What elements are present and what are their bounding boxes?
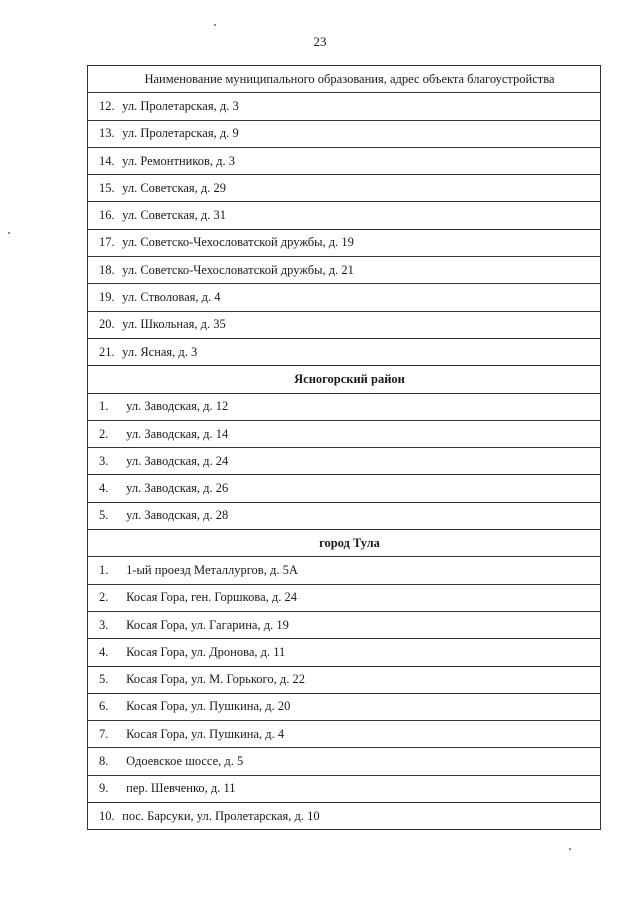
table-row <box>88 448 601 475</box>
address-cell <box>88 639 601 666</box>
row-address: ул. Пролетарская, д. 3 <box>122 98 239 113</box>
row-number: 8. <box>99 754 109 769</box>
address-cell <box>88 666 601 693</box>
table-body <box>88 66 601 830</box>
section-row <box>88 530 601 557</box>
address-cell <box>88 311 601 338</box>
table-header: Наименование муниципального образования, адрес объекта благоустройства <box>88 66 601 93</box>
row-number: 5. <box>99 672 109 687</box>
row-number: 6. <box>99 699 109 714</box>
row-number: 5. <box>99 508 109 523</box>
address-cell <box>88 229 601 256</box>
section-title: Ясногорский район <box>88 366 601 393</box>
table-row <box>88 775 601 802</box>
page-number: 23 <box>313 34 327 49</box>
row-number: 1. <box>99 562 109 577</box>
row-number: 3. <box>99 617 109 632</box>
row-address: ул. Заводская, д. 28 <box>126 508 229 523</box>
scan-speck <box>8 232 10 234</box>
row-address: ул. Заводская, д. 26 <box>126 481 229 496</box>
table-row <box>88 284 601 311</box>
address-cell <box>88 338 601 365</box>
row-number: 21. <box>99 344 115 359</box>
row-address: ул. Пролетарская, д. 9 <box>122 126 239 141</box>
table-row <box>88 639 601 666</box>
address-cell <box>88 393 601 420</box>
address-cell <box>88 611 601 638</box>
row-address: ул. Школьная, д. 35 <box>122 317 226 332</box>
section-row <box>88 366 601 393</box>
row-address: Косая Гора, ул. Дронова, д. 11 <box>126 644 286 659</box>
address-cell <box>88 748 601 775</box>
row-number: 17. <box>99 235 115 250</box>
table-row <box>88 584 601 611</box>
row-address: ул. Заводская, д. 12 <box>126 399 229 414</box>
address-cell <box>88 475 601 502</box>
address-cell <box>88 693 601 720</box>
table-row <box>88 475 601 502</box>
row-address: ул. Советско-Чехословатской дружбы, д. 21 <box>122 262 354 277</box>
row-number: 19. <box>99 290 115 305</box>
table-row <box>88 666 601 693</box>
row-address: ул. Советская, д. 29 <box>122 180 226 195</box>
section-title: город Тула <box>88 530 601 557</box>
row-address: ул. Заводская, д. 14 <box>126 426 229 441</box>
row-number: 12. <box>99 98 115 113</box>
row-number: 18. <box>99 262 115 277</box>
table-row <box>88 420 601 447</box>
table-row <box>88 202 601 229</box>
address-cell <box>88 284 601 311</box>
row-number: 3. <box>99 453 109 468</box>
address-cell <box>88 257 601 284</box>
row-number: 7. <box>99 726 109 741</box>
table-row <box>88 311 601 338</box>
row-address: ул. Стволовая, д. 4 <box>122 290 221 305</box>
row-address: Одоевское шоссе, д. 5 <box>126 754 244 769</box>
row-number: 9. <box>99 781 109 796</box>
table-row <box>88 721 601 748</box>
objects-table <box>87 65 601 830</box>
row-number: 1. <box>99 399 109 414</box>
row-address: Косая Гора, ул. Гагарина, д. 19 <box>126 617 289 632</box>
address-cell <box>88 93 601 120</box>
scan-speck <box>569 848 571 850</box>
address-cell <box>88 775 601 802</box>
table-row <box>88 611 601 638</box>
row-address: пос. Барсуки, ул. Пролетарская, д. 10 <box>122 808 320 823</box>
row-address: пер. Шевченко, д. 11 <box>126 781 236 796</box>
row-address: Косая Гора, ул. Пушкина, д. 4 <box>126 726 285 741</box>
row-number: 2. <box>99 426 109 441</box>
table-row <box>88 257 601 284</box>
address-cell <box>88 557 601 584</box>
table-header-row <box>88 66 601 93</box>
table-row <box>88 229 601 256</box>
table-row <box>88 93 601 120</box>
address-cell <box>88 721 601 748</box>
address-cell <box>88 175 601 202</box>
row-number: 15. <box>99 180 115 195</box>
address-cell <box>88 584 601 611</box>
table-row <box>88 557 601 584</box>
row-number: 2. <box>99 590 109 605</box>
row-address: ул. Советско-Чехословатской дружбы, д. 19 <box>122 235 354 250</box>
row-address: Косая Гора, ул. Пушкина, д. 20 <box>126 699 291 714</box>
table-row <box>88 748 601 775</box>
address-cell <box>88 147 601 174</box>
table-row <box>88 393 601 420</box>
scan-speck <box>214 24 216 26</box>
row-address: ул. Ремонтников, д. 3 <box>122 153 236 168</box>
address-cell <box>88 420 601 447</box>
row-address: ул. Заводская, д. 24 <box>126 453 229 468</box>
address-cell <box>88 120 601 147</box>
table-row <box>88 147 601 174</box>
address-cell <box>88 502 601 529</box>
address-cell <box>88 448 601 475</box>
row-address: Косая Гора, ул. М. Горького, д. 22 <box>126 672 305 687</box>
table-row <box>88 803 601 830</box>
table-row <box>88 693 601 720</box>
address-cell <box>88 803 601 830</box>
row-address: Косая Гора, ген. Горшкова, д. 24 <box>126 590 297 605</box>
row-number: 20. <box>99 317 115 332</box>
row-address: 1-ый проезд Металлургов, д. 5А <box>126 562 298 577</box>
row-number: 13. <box>99 126 115 141</box>
table-row <box>88 338 601 365</box>
address-cell <box>88 202 601 229</box>
row-number: 14. <box>99 153 115 168</box>
table-row <box>88 502 601 529</box>
row-number: 16. <box>99 208 115 223</box>
row-number: 10. <box>99 808 115 823</box>
table-row <box>88 175 601 202</box>
row-address: ул. Ясная, д. 3 <box>122 344 198 359</box>
row-number: 4. <box>99 481 109 496</box>
row-number: 4. <box>99 644 109 659</box>
row-address: ул. Советская, д. 31 <box>122 208 226 223</box>
table-row <box>88 120 601 147</box>
